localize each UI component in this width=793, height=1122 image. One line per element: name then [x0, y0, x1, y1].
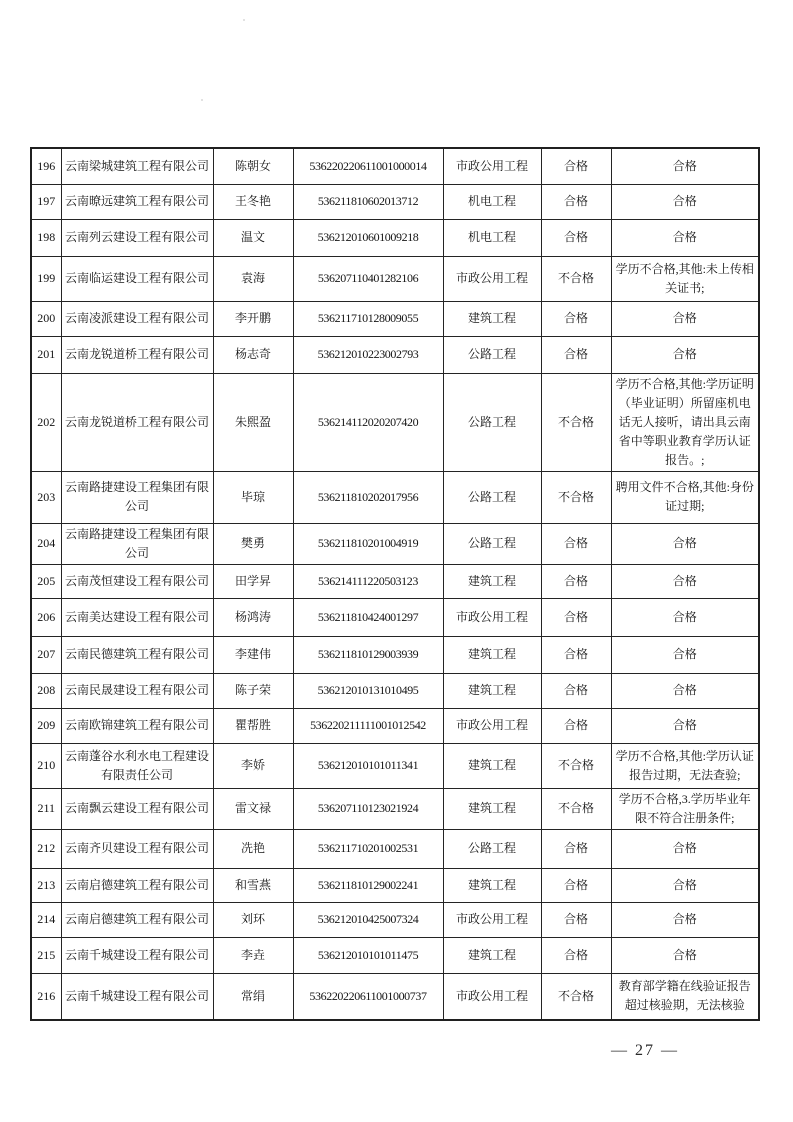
cell-result: 合格: [541, 219, 611, 256]
cell-seq: 205: [31, 564, 61, 598]
cell-person-name: 李开鹏: [213, 301, 293, 336]
cell-result: 合格: [541, 868, 611, 902]
cell-major: 建筑工程: [443, 788, 541, 829]
table-row: [31, 788, 759, 829]
cell-company: 云南千城建设工程有限公司: [61, 937, 213, 973]
cell-seq: 210: [31, 743, 61, 788]
cell-result: 合格: [541, 148, 611, 184]
cell-cert-no: 536207110401282106: [293, 256, 443, 301]
cell-company: 云南列云建设工程有限公司: [61, 219, 213, 256]
table-row: [31, 301, 759, 336]
cell-company: 云南凌派建设工程有限公司: [61, 301, 213, 336]
cell-company: 云南龙锐道桥工程有限公司: [61, 336, 213, 373]
cell-seq: 196: [31, 148, 61, 184]
cell-major: 建筑工程: [443, 301, 541, 336]
table-row: [31, 148, 759, 184]
cell-seq: 200: [31, 301, 61, 336]
table-row: [31, 184, 759, 219]
cell-cert-no: 536207110123021924: [293, 788, 443, 829]
cell-result: 不合格: [541, 788, 611, 829]
table-row: [31, 673, 759, 708]
cell-remark: 合格: [611, 868, 759, 902]
cell-cert-no: 536212010425007324: [293, 902, 443, 937]
cell-company: 云南梁城建筑工程有限公司: [61, 148, 213, 184]
table-row: [31, 471, 759, 523]
cell-seq: 199: [31, 256, 61, 301]
cell-remark: 合格: [611, 184, 759, 219]
cell-person-name: 朱熙盈: [213, 373, 293, 471]
cell-cert-no: 536212010101011341: [293, 743, 443, 788]
cell-person-name: 田学昇: [213, 564, 293, 598]
cell-result: 合格: [541, 184, 611, 219]
cell-remark: 合格: [611, 301, 759, 336]
cell-major: 公路工程: [443, 523, 541, 564]
cell-cert-no: 536212010101011475: [293, 937, 443, 973]
review-table-body: [31, 148, 759, 1020]
table-row: [31, 523, 759, 564]
table-row: [31, 868, 759, 902]
cell-cert-no: 536211710128009055: [293, 301, 443, 336]
cell-person-name: 雷文禄: [213, 788, 293, 829]
cell-company: 云南飘云建设工程有限公司: [61, 788, 213, 829]
cell-cert-no: 536211810129002241: [293, 868, 443, 902]
page-number: — 27 —: [611, 1042, 679, 1059]
scan-speck: [243, 19, 245, 21]
cell-company: 云南美达建设工程有限公司: [61, 598, 213, 636]
scan-speck: [201, 99, 203, 101]
table-row: [31, 598, 759, 636]
cell-result: 合格: [541, 708, 611, 743]
cell-cert-no: 536212010223002793: [293, 336, 443, 373]
cell-major: 公路工程: [443, 373, 541, 471]
cell-cert-no: 536211810202017956: [293, 471, 443, 523]
cell-remark: 合格: [611, 829, 759, 868]
cell-company: 云南千城建设工程有限公司: [61, 973, 213, 1020]
cell-major: 市政公用工程: [443, 256, 541, 301]
cell-cert-no: 536220211111001012542: [293, 708, 443, 743]
cell-company: 云南启德建筑工程有限公司: [61, 868, 213, 902]
cell-company: 云南民晟建设工程有限公司: [61, 673, 213, 708]
cell-remark: 合格: [611, 523, 759, 564]
cell-seq: 197: [31, 184, 61, 219]
cell-major: 市政公用工程: [443, 973, 541, 1020]
cell-seq: 207: [31, 636, 61, 673]
table-row: [31, 256, 759, 301]
cell-remark: 合格: [611, 219, 759, 256]
cell-remark: 合格: [611, 598, 759, 636]
cell-person-name: 和雪燕: [213, 868, 293, 902]
cell-cert-no: 536212010601009218: [293, 219, 443, 256]
cell-result: 合格: [541, 937, 611, 973]
cell-result: 合格: [541, 301, 611, 336]
cell-cert-no: 536220220611001000014: [293, 148, 443, 184]
cell-person-name: 刘环: [213, 902, 293, 937]
cell-person-name: 李建伟: [213, 636, 293, 673]
cell-company: 云南临运建设工程有限公司: [61, 256, 213, 301]
cell-result: 合格: [541, 673, 611, 708]
cell-seq: 201: [31, 336, 61, 373]
cell-seq: 214: [31, 902, 61, 937]
cell-result: 合格: [541, 902, 611, 937]
cell-company: 云南启德建筑工程有限公司: [61, 902, 213, 937]
cell-cert-no: 536212010131010495: [293, 673, 443, 708]
cell-person-name: 王冬艳: [213, 184, 293, 219]
cell-result: 合格: [541, 523, 611, 564]
cell-seq: 209: [31, 708, 61, 743]
cell-result: 不合格: [541, 256, 611, 301]
cell-result: 不合格: [541, 373, 611, 471]
cell-major: 市政公用工程: [443, 598, 541, 636]
cell-seq: 211: [31, 788, 61, 829]
cell-seq: 206: [31, 598, 61, 636]
cell-result: 合格: [541, 336, 611, 373]
cell-seq: 213: [31, 868, 61, 902]
cell-person-name: 温文: [213, 219, 293, 256]
cell-remark: 合格: [611, 636, 759, 673]
table-row: [31, 973, 759, 1020]
cell-remark: 学历不合格,3.学历毕业年限不符合注册条件;: [611, 788, 759, 829]
cell-major: 建筑工程: [443, 743, 541, 788]
cell-cert-no: 536211810602013712: [293, 184, 443, 219]
cell-seq: 198: [31, 219, 61, 256]
cell-seq: 216: [31, 973, 61, 1020]
cell-company: 云南暸远建筑工程有限公司: [61, 184, 213, 219]
cell-seq: 203: [31, 471, 61, 523]
cell-remark: 合格: [611, 902, 759, 937]
table-row: [31, 829, 759, 868]
cell-cert-no: 536220220611001000737: [293, 973, 443, 1020]
cell-major: 机电工程: [443, 184, 541, 219]
cell-company: 云南龙锐道桥工程有限公司: [61, 373, 213, 471]
cell-result: 合格: [541, 829, 611, 868]
cell-seq: 208: [31, 673, 61, 708]
cell-cert-no: 536211810129003939: [293, 636, 443, 673]
cell-result: 不合格: [541, 471, 611, 523]
cell-cert-no: 536211810201004919: [293, 523, 443, 564]
cell-person-name: 陈子荣: [213, 673, 293, 708]
cell-remark: 合格: [611, 148, 759, 184]
table-row: [31, 636, 759, 673]
cell-major: 公路工程: [443, 829, 541, 868]
cell-person-name: 毕琼: [213, 471, 293, 523]
cell-major: 市政公用工程: [443, 708, 541, 743]
cell-remark: 学历不合格,其他:学历证明（毕业证明）所留座机电话无人接听，请出具云南省中等职业教育学历认证报告。;: [611, 373, 759, 471]
cell-person-name: 袁海: [213, 256, 293, 301]
cell-result: 合格: [541, 636, 611, 673]
table-row: [31, 336, 759, 373]
cell-person-name: 杨鸿涛: [213, 598, 293, 636]
cell-company: 云南蓬谷水利水电工程建设有限责任公司: [61, 743, 213, 788]
cell-seq: 212: [31, 829, 61, 868]
table-row: [31, 373, 759, 471]
cell-major: 建筑工程: [443, 564, 541, 598]
table-row: [31, 743, 759, 788]
cell-remark: 学历不合格,其他:未上传相关证书;: [611, 256, 759, 301]
cell-company: 云南欧锦建筑工程有限公司: [61, 708, 213, 743]
cell-major: 公路工程: [443, 336, 541, 373]
cell-remark: 合格: [611, 336, 759, 373]
table-row: [31, 708, 759, 743]
cell-cert-no: 536211810424001297: [293, 598, 443, 636]
cell-remark: 教育部学籍在线验证报告超过核验期，无法核验: [611, 973, 759, 1020]
cell-result: 合格: [541, 564, 611, 598]
cell-major: 建筑工程: [443, 868, 541, 902]
cell-company: 云南齐贝建设工程有限公司: [61, 829, 213, 868]
cell-person-name: 李垚: [213, 937, 293, 973]
cell-cert-no: 536214112020207420: [293, 373, 443, 471]
cell-remark: 合格: [611, 708, 759, 743]
cell-company: 云南路捷建设工程集团有限公司: [61, 523, 213, 564]
cell-seq: 215: [31, 937, 61, 973]
cell-major: 机电工程: [443, 219, 541, 256]
cell-remark: 聘用文件不合格,其他:身份证过期;: [611, 471, 759, 523]
table-row: [31, 902, 759, 937]
cell-result: 不合格: [541, 973, 611, 1020]
cell-company: 云南路捷建设工程集团有限公司: [61, 471, 213, 523]
cell-remark: 合格: [611, 673, 759, 708]
cell-person-name: 樊勇: [213, 523, 293, 564]
cell-person-name: 冼艳: [213, 829, 293, 868]
cell-major: 建筑工程: [443, 636, 541, 673]
cell-remark: 学历不合格,其他:学历认证报告过期，无法查验;: [611, 743, 759, 788]
table-row: [31, 564, 759, 598]
cell-seq: 204: [31, 523, 61, 564]
cell-result: 合格: [541, 598, 611, 636]
cell-result: 不合格: [541, 743, 611, 788]
cell-person-name: 陈朝女: [213, 148, 293, 184]
cell-major: 建筑工程: [443, 937, 541, 973]
cell-company: 云南茂恒建设工程有限公司: [61, 564, 213, 598]
cell-major: 公路工程: [443, 471, 541, 523]
cell-person-name: 杨志奇: [213, 336, 293, 373]
cell-remark: 合格: [611, 564, 759, 598]
cell-company: 云南民德建筑工程有限公司: [61, 636, 213, 673]
cell-major: 建筑工程: [443, 673, 541, 708]
cell-cert-no: 536211710201002531: [293, 829, 443, 868]
cell-cert-no: 536214111220503123: [293, 564, 443, 598]
cell-major: 市政公用工程: [443, 902, 541, 937]
cell-person-name: 常绢: [213, 973, 293, 1020]
review-table: [30, 147, 760, 1021]
cell-remark: 合格: [611, 937, 759, 973]
table-row: [31, 937, 759, 973]
table-row: [31, 219, 759, 256]
cell-person-name: 李娇: [213, 743, 293, 788]
cell-seq: 202: [31, 373, 61, 471]
cell-major: 市政公用工程: [443, 148, 541, 184]
cell-person-name: 瞿帮胜: [213, 708, 293, 743]
